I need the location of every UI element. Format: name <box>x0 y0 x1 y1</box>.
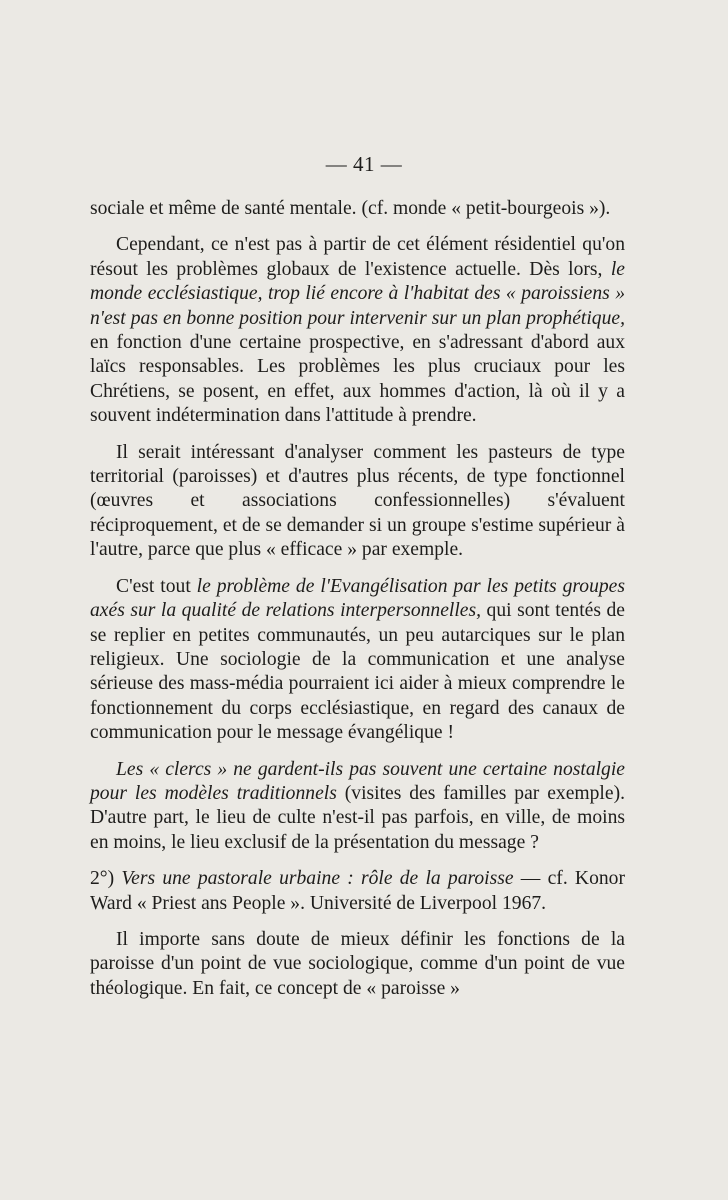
paragraph <box>90 575 625 746</box>
page-number: — 41 — <box>325 152 403 176</box>
text-run: C'est tout <box>116 575 197 597</box>
text-run: 2°) <box>90 868 122 890</box>
italic-run: le monde ecclésiastique, trop lié encore à l'habitat des « paroissiens » n'est pas en bonne position pour intervenir sur un plan prophétique, <box>90 258 625 329</box>
text-run: — cf. Konor Ward « Priest ans People ». Université de Liverpool 1967. <box>90 868 625 914</box>
paragraph <box>90 928 625 1001</box>
italic-run: le problème de l'Evangélisation par les petits groupes axés sur la qualité de relations interpersonnelles, <box>90 575 625 622</box>
italic-run: Vers une pastorale urbaine : rôle de la paroisse <box>121 868 514 890</box>
text-run: Cependant, ce n'est pas à partir de cet élément résidentiel qu'on résout les problèmes globaux de l'existence actuelle. Dès lors, <box>90 234 625 280</box>
text-run: sociale et même de santé mentale. (cf. monde « petit-bourgeois »). <box>90 198 611 219</box>
paragraph <box>90 233 625 428</box>
text-run: (visites des familles par exemple). D'autre part, le lieu de culte n'est-il pas parfois, en ville, de moins en moins, le lieu exclusif de la présentation du message ? <box>90 782 625 853</box>
paragraph <box>90 441 625 563</box>
text-run: en fonction d'une certaine prospective, en s'adressant d'abord aux laïcs responsables. Les problèmes les plus cruciaux pour les Chrétiens, se posent, en effet, aux hommes d'action, là où il y a souvent indétermination dans l'attitude à prendre. <box>90 332 625 427</box>
paragraph <box>90 197 625 221</box>
text-run: Il importe sans doute de mieux définir les fonctions de la paroisse d'un point de vue sociologique, comme d'un point de vue théologique. En fait, ce concept de « paroisse » <box>90 928 625 999</box>
text-run: qui sont tentés de se replier en petites communautés, un peu autarciques sur le plan religieux. Une sociologie de la communication et une analyse sérieuse des mass-média pourraient ici aider à mieux comprendre le fonctionnement du corps ecclésiastique, en regard des canaux de communication pour le message évangélique ! <box>90 600 625 744</box>
paragraph <box>90 758 625 856</box>
body-text <box>90 197 625 1013</box>
text-run: Il serait intéressant d'analyser comment les pasteurs de type territorial (paroisses) et d'autres plus récents, de type fonctionnel (œuvres et associations confessionnelles) s'évaluent réciproquement, et de se demander si un groupe s'estime supérieur à l'autre, parce que plus « efficace » par exemple. <box>90 441 625 561</box>
italic-run: Les « clercs » ne gardent-ils pas souvent une certaine nostalgie pour les modèles traditionnels <box>90 758 625 804</box>
section-heading-paragraph <box>90 867 625 916</box>
